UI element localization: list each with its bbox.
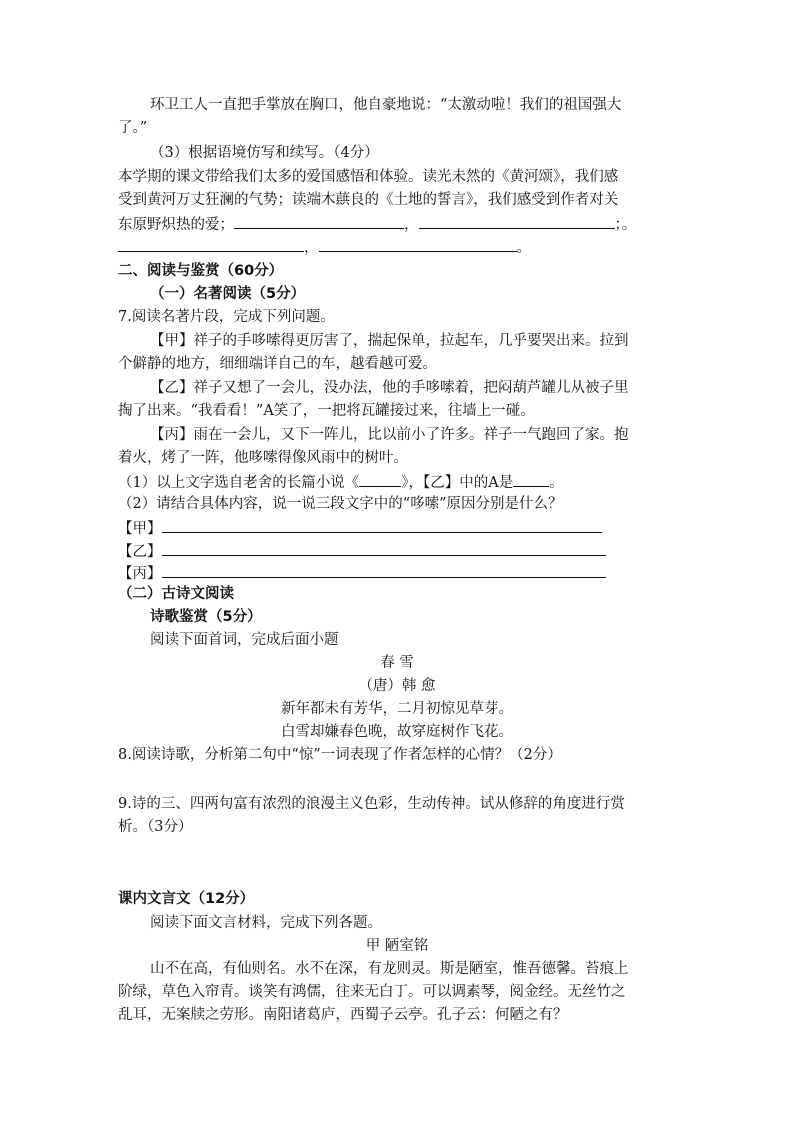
answer-line [118, 540, 606, 562]
classical-text-line: 阶绿，草色入帘青。谈笑有鸿儒，往来无白丁。可以调素琴，阅金经。无丝竹之 [118, 984, 626, 1000]
excerpt-line: 着火，烤了一阵，他哆嗦得像风雨中的树叶。 [118, 450, 408, 466]
instruction: 阅读下面文言材料，完成下列各题。 [150, 915, 382, 931]
paragraph-line: 环卫工人一直把手掌放在胸口，他自豪地说：“太激动啦！我们的祖国强大 [150, 97, 622, 113]
excerpt-line: 个僻静的地方，细细端详自己的车，越看越可爱。 [118, 356, 437, 372]
answer-field[interactable] [162, 562, 606, 578]
blank-field[interactable] [419, 213, 615, 229]
excerpt-line: 【丙】雨在一会儿，又下一阵儿，比以前小了许多。祥子一气跑回了家。抱 [150, 427, 629, 443]
poem-line: 白雪却嫌春色晚，故穿庭树作飞花。 [281, 724, 513, 740]
fill-in-line [118, 213, 636, 235]
blank-field[interactable] [513, 471, 549, 487]
paragraph-line: 本学期的课文带给我们太多的爱国感悟和体验。读光未然的《黄河颂》，我们感 [118, 169, 619, 185]
separator: 。 [516, 240, 531, 256]
answer-field[interactable] [162, 517, 602, 533]
question-8: 8.阅读诗歌，分析第二句中“惊”一词表现了作者怎样的心情？（2分） [118, 747, 562, 763]
section-title: 课内文言文（12分） [118, 891, 255, 907]
classical-text-line: 乱耳，无案牍之劳形。南阳诸葛庐，西蜀子云亭。孔子云：何陋之有？ [118, 1007, 568, 1023]
poem-line: 新年都未有芳华，二月初惊见草芽。 [281, 701, 513, 717]
question-9: 析。（3分） [118, 819, 193, 835]
answer-field[interactable] [162, 540, 606, 556]
question-3-title: （3）根据语境仿写和续写。（4分） [150, 145, 379, 161]
separator: ；。 [614, 217, 637, 233]
answer-line [118, 562, 606, 584]
poem-title: 春 雪 [380, 655, 414, 671]
poem-author: （唐）韩 愈 [358, 678, 436, 694]
poem-intro: 阅读下面首词，完成后面小题 [150, 632, 339, 648]
section-title: 二、阅读与鉴赏（60分） [118, 263, 284, 279]
excerpt-line: 【甲】祥子的手哆嗦得更厉害了，揣起保单，拉起车，几乎要哭出来。拉到 [150, 333, 629, 349]
classical-text-line: 山不在高，有仙则名。水不在深，有龙则灵。斯是陋室，惟吾德馨。苔痕上 [150, 961, 629, 977]
separator: ， [304, 240, 319, 256]
answer-label: 【丙】 [118, 566, 162, 582]
subsection-title: 诗歌鉴赏（5分） [150, 609, 262, 625]
text-title: 甲 陋室铭 [365, 938, 429, 954]
question-text: （1）以上文字选自老舍的长篇小说《 [118, 475, 360, 491]
blank-field[interactable] [319, 236, 517, 252]
separator: ， [404, 217, 419, 233]
paragraph-line: 受到黄河万丈狂澜的气势；读端木蕻良的《土地的誓言》，我们感受到作者对关 [118, 192, 619, 208]
blank-field[interactable] [359, 471, 401, 487]
question-7-1 [118, 471, 564, 493]
subsection-title: （二）古诗文阅读 [118, 586, 234, 602]
paragraph-line: 了。” [118, 120, 148, 136]
blank-field[interactable] [234, 213, 404, 229]
blank-field[interactable] [118, 236, 304, 252]
question-7-title: 7.阅读名著片段，完成下列问题。 [118, 309, 335, 325]
question-9: 9.诗的三、四两句富有浓烈的浪漫主义色彩，生动传神。试从修辞的角度进行赏 [118, 796, 625, 812]
question-text: 。 [549, 475, 564, 491]
fill-in-line [118, 236, 531, 258]
answer-label: 【乙】 [118, 544, 162, 560]
answer-line [118, 517, 602, 539]
subsection-title: （一）名著阅读（5分） [150, 286, 306, 302]
excerpt-line: 【乙】祥子又想了一会儿，没办法，他的手哆嗦着，把闷葫芦罐儿从被子里 [150, 380, 629, 396]
answer-label: 【甲】 [118, 521, 162, 537]
question-text: 》，【乙】中的A是 [401, 475, 514, 491]
paragraph-text: 东原野炽热的爱； [118, 217, 234, 233]
excerpt-line: 掏了出来。“我看看！”A笑了，一把将瓦罐接过来，往墙上一碰。 [118, 403, 535, 419]
question-7-2: （2）请结合具体内容，说一说三段文字中的“哆嗦”原因分别是什么？ [118, 496, 563, 512]
